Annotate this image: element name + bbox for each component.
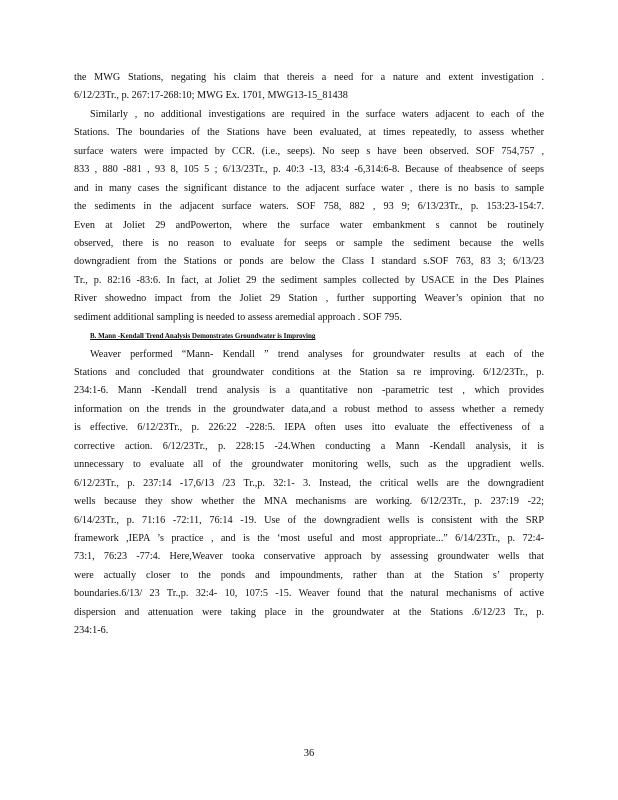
- text-line: Even at Joliet 29 andPowerton, where the surface water embankment s cannot be routinely: [74, 219, 544, 231]
- text-line: framework ,IEPA ’s practice , and is the ‘most useful and most appropriate...” 6/14/23Tr., p. 72:4-: [74, 532, 544, 544]
- text-line: and in many cases the significant distance to the adjacent surface water , there is no basis to sample: [74, 182, 544, 194]
- text-line: River showedno impact from the Joliet 29 Station , further supporting Weaver’s opinion that no: [74, 293, 544, 305]
- text-line: 833 , 880 -881 , 93 8, 105 5 ; 6/13/23Tr., p. 40:3 -13, 83:4 -6,314:6-8. Because of theabsence of seeps: [74, 164, 544, 176]
- text-line: 6/14/23Tr., p. 71:16 -72:11, 76:14 -19. Use of the downgradient wells is consistent with the SRP: [74, 514, 544, 526]
- text-line: the sediments in the adjacent surface waters. SOF 758, 882 , 93 9; 6/13/23Tr., p. 153:23-154:7.: [74, 201, 544, 213]
- text-line: 6/12/23Tr., p. 237:14 -17,6/13 /23 Tr.,p. 32:1- 3. Instead, the critical wells are the downgradient: [74, 477, 544, 489]
- section-heading: B. Mann -Kendall Trend Analysis Demonstrates Groundwater is Improving: [90, 332, 316, 341]
- text-line: dispersion and attenuation were taking place in the groundwater at the Stations .6/12/23 Tr., p.: [74, 606, 544, 618]
- text-line: information on the trends in the groundwater data,and a robust method to assess whether a remedy: [74, 403, 544, 415]
- text-line: corrective action. 6/12/23Tr., p. 228:15 -24.When conducting a Mann -Kendall analysis, it is: [74, 440, 544, 452]
- body-text: [74, 69, 544, 641]
- text-line: boundaries.6/13/ 23 Tr.,p. 32:4- 10, 107:5 -15. Weaver found that the natural mechanisms of active: [74, 588, 544, 600]
- text-line: Tr., p. 82:16 -83:6. In fact, at Joliet 29 the sediment samples collected by USACE in the Des Plaines: [74, 274, 544, 286]
- paragraph-start-line: Weaver performed “Mann- Kendall ” trend analyses for groundwater results at each of the: [90, 348, 544, 360]
- text-line: were actually closer to the ponds and impoundments, rather than at the Station s’ property: [74, 569, 544, 581]
- text-line: unnecessary to evaluate all of the groundwater monitoring wells, such as the upgradient wells.: [74, 459, 544, 471]
- text-line: is effective. 6/12/23Tr., p. 226:22 -228:5. IEPA often uses itto evaluate the effectiveness of a: [74, 422, 544, 434]
- page-number: 36: [303, 748, 315, 759]
- text-line: Stations. The boundaries of the Stations have been evaluated, at times repeatedly, to assess whether: [74, 127, 544, 139]
- text-line: downgradient from the Stations or ponds are below the Class I standard s.SOF 763, 83 3; 6/13/23: [74, 256, 544, 268]
- text-line: sediment additional sampling is needed to assess aremedial approach . SOF 795.: [74, 311, 402, 323]
- paragraph-start-line: Similarly , no additional investigations are required in the surface waters adjacent to each of the: [90, 108, 544, 120]
- text-line: Stations and concluded that groundwater conditions at the Station sa re improving. 6/12/23Tr., p.: [74, 367, 544, 378]
- text-line: wells because they show whether the MNA mechanisms are working. 6/12/23Tr., p. 237:19 -22;: [74, 496, 544, 508]
- text-line: 73:1, 76:23 -77:4. Here,Weaver tooka conservative approach by assessing groundwater wells that: [74, 551, 544, 563]
- text-line: observed, there is no reason to evaluate for seeps or sample the sediment because the wells: [74, 237, 544, 249]
- text-line: 6/12/23Tr., p. 267:17-268:10; MWG Ex. 1701, MWG13-15_81438: [74, 90, 348, 102]
- text-line: 234:1-6. Mann -Kendall trend analysis is a quantitative non -parametric test , which provides: [74, 385, 544, 397]
- text-line: the MWG Stations, negating his claim that thereis a need for a nature and extent investigation .: [74, 72, 544, 83]
- text-line: 234:1-6.: [74, 625, 109, 637]
- text-line: surface waters were impacted by CCR. (i.e., seeps). No seep s have been observed. SOF 754,757 ,: [74, 145, 544, 157]
